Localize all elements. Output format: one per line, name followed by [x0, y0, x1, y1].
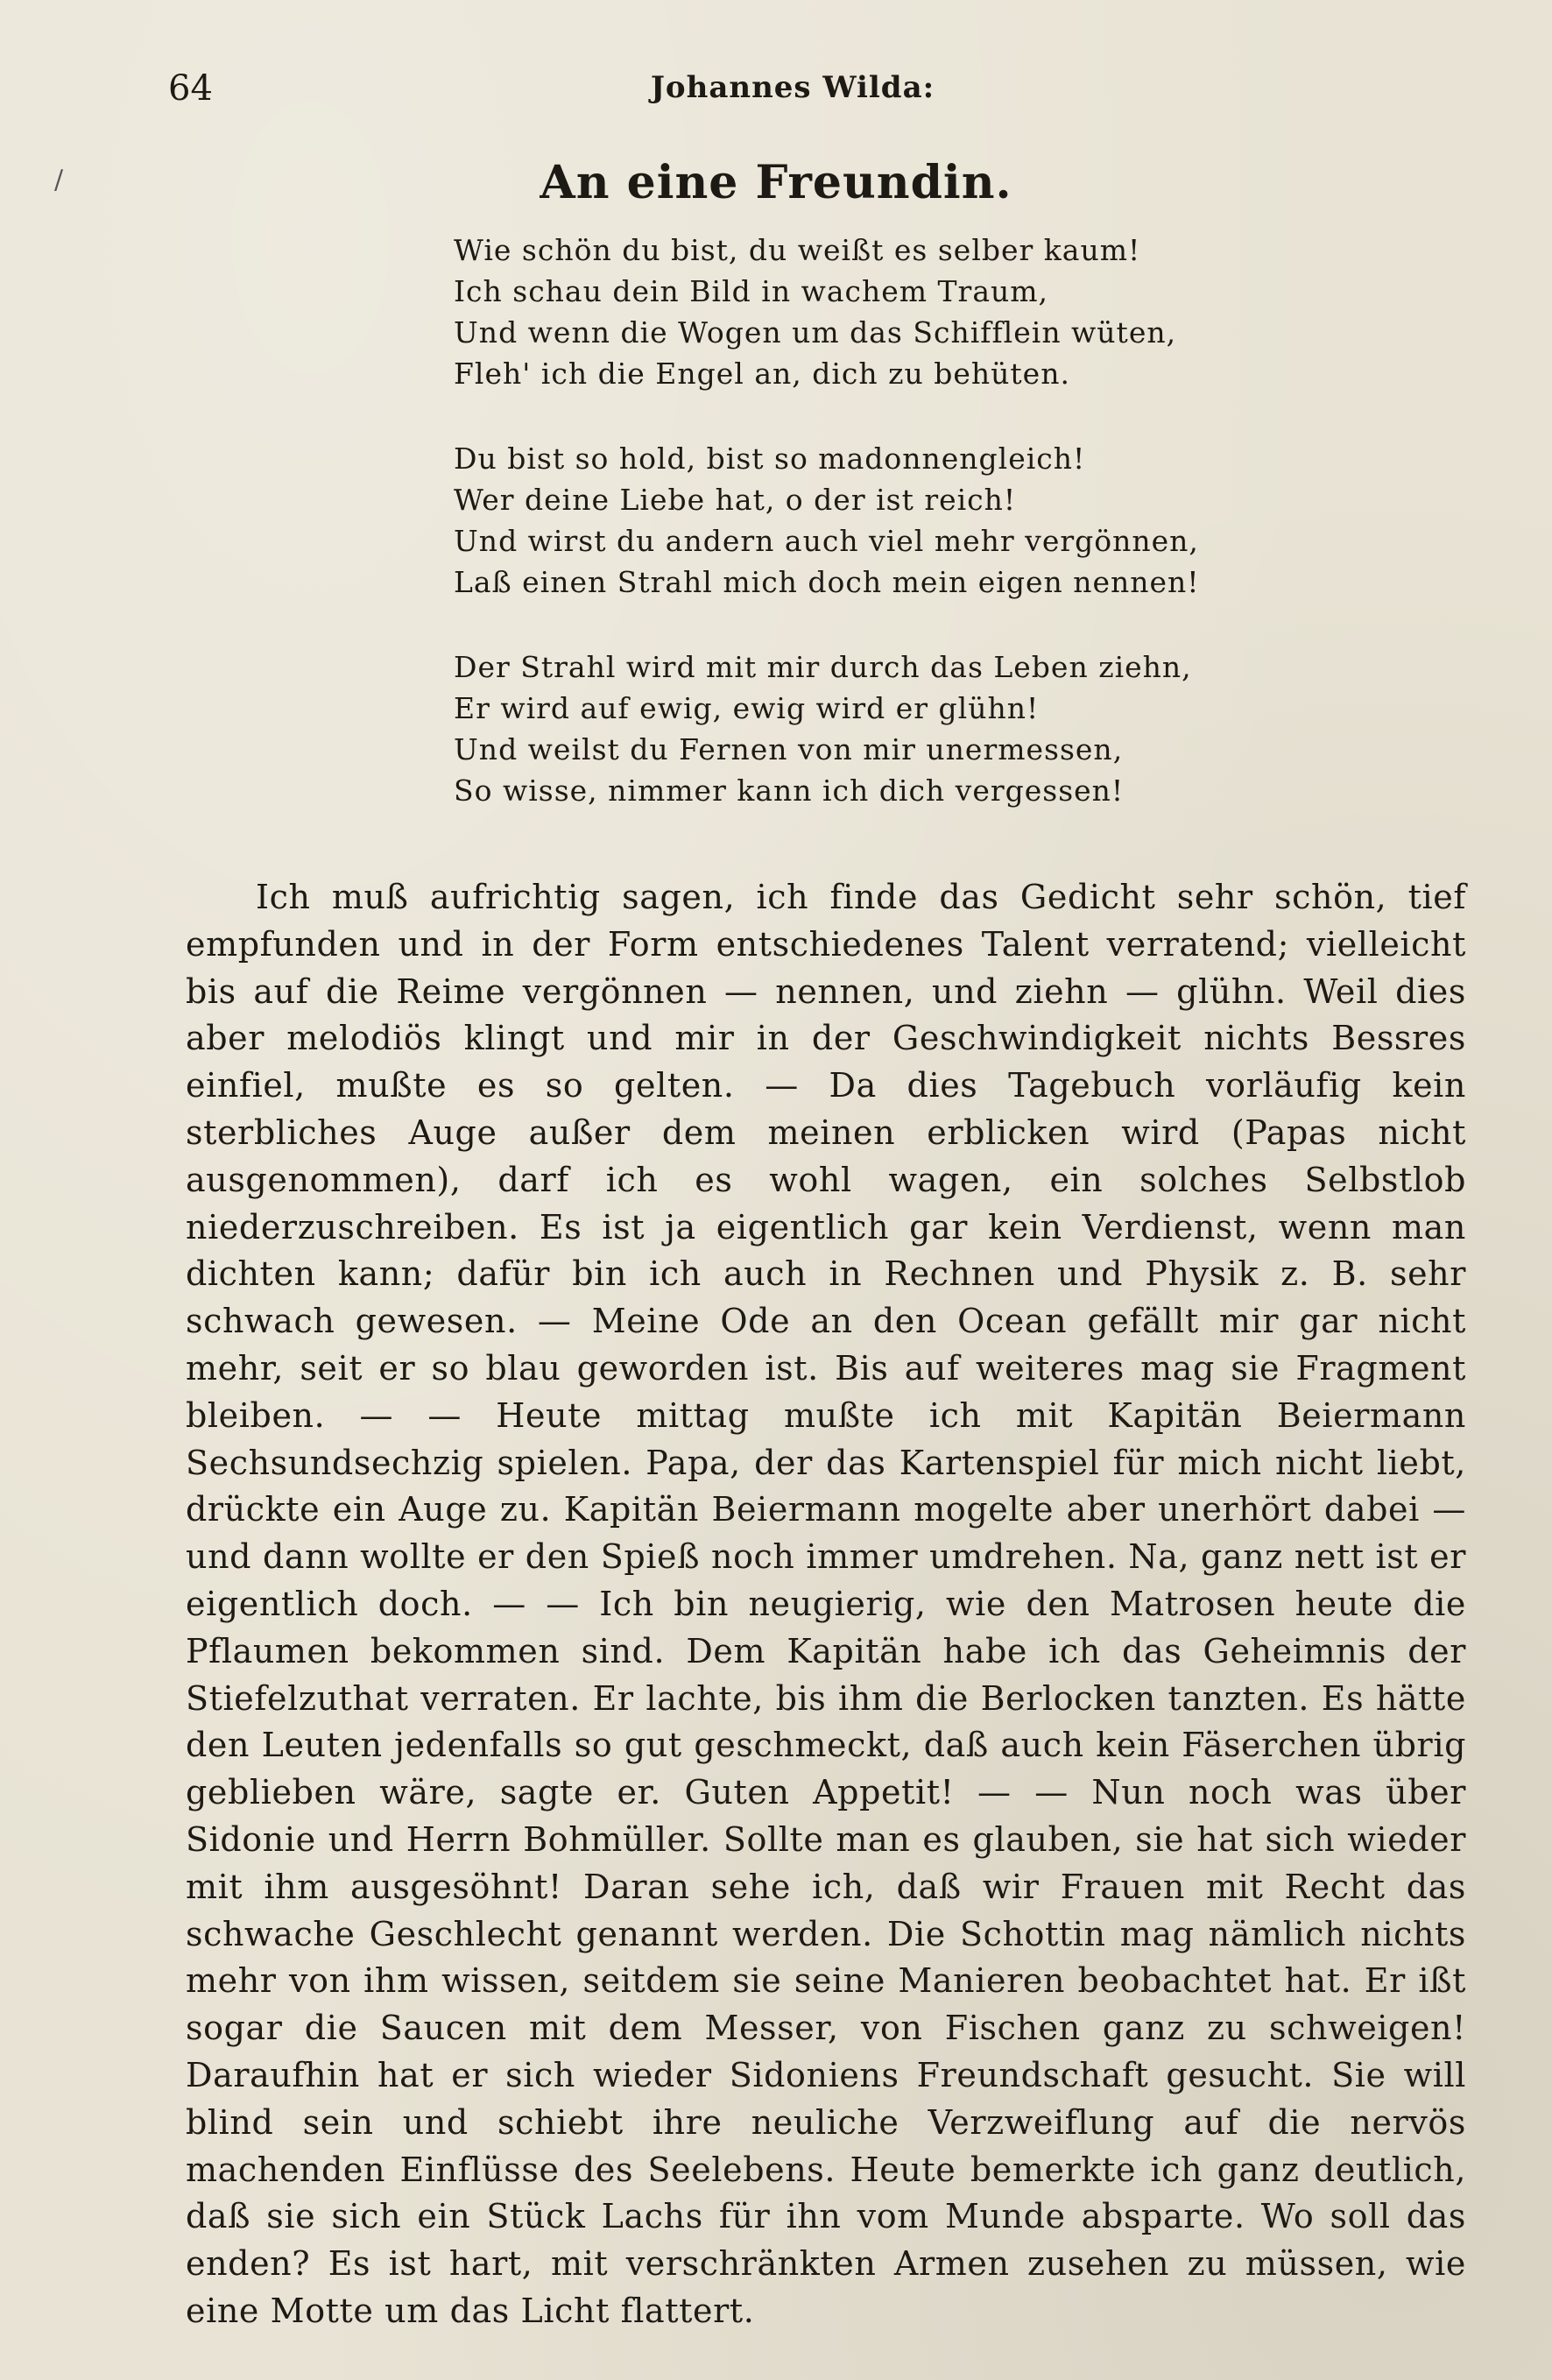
poem-line: Laß einen Strahl mich doch mein eigen nennen! [454, 565, 1200, 599]
poem-line: Fleh' ich die Engel an, dich zu behüten. [454, 357, 1070, 391]
page-number: 64 [168, 68, 213, 109]
poem-stanza-2 [454, 438, 1347, 603]
poem-line: Wer deine Liebe hat, o der ist reich! [454, 483, 1017, 517]
page-header [123, 68, 1463, 121]
poem-line: Und wenn die Wogen um das Schifflein wüten, [454, 315, 1177, 350]
poem-stanza-1 [454, 230, 1347, 394]
poem-line: Ich schau dein Bild in wachem Traum, [454, 274, 1049, 308]
poem-line: Und weilst du Fernen von mir unermessen, [454, 732, 1124, 766]
poem-stanza-3 [454, 646, 1347, 811]
poem-line: Du bist so hold, bist so madonnengleich! [454, 441, 1086, 476]
margin-pencil-mark: / [54, 165, 64, 195]
poem-line: Der Strahl wird mit mir durch das Leben ziehn, [454, 650, 1192, 684]
poem-line: Er wird auf ewig, ewig wird er glühn! [454, 691, 1040, 725]
poem-line: Wie schön du bist, du weißt es selber kaum! [454, 233, 1141, 267]
poem [454, 230, 1347, 855]
diary-paragraph: Ich muß aufrichtig sagen, ich finde das Gedicht sehr schön, tief empfunden und in der Form entschiedenes Talent verratend; vielleicht bis auf die Reime vergönnen — nennen, und ziehn — glühn. Weil dies aber melodiös klingt und mir in der Geschwindigkeit nichts Bessres einfiel, mußte es so gelten. — Da dies Tagebuch vorläufig kein sterbliches Auge außer dem meinen erblicken wird (Papas nicht ausgenommen), darf ich es wohl wagen, ein solches Selbstlob niederzuschreiben. Es ist ja eigentlich gar kein Verdienst, wenn man dichten kann; dafür bin ich auch in Rechnen und Physik z. B. sehr schwach gewesen. — Meine Ode an den Ocean gefällt mir gar nicht mehr, seit er so blau geworden ist. Bis auf weiteres mag sie Fragment bleiben. — — Heute mittag mußte ich mit Kapitän Beiermann Sechsundsechzig spielen. Papa, der das Kartenspiel für mich nicht liebt, drückte ein Auge zu. Kapitän Beiermann mogelte aber unerhört dabei — und dann wollte er den Spieß noch immer umdrehen. Na, ganz nett ist er eigentlich doch. — — Ich bin neugierig, wie den Matrosen heute die Pflaumen bekommen sind. Dem Kapitän habe ich das Geheimnis der Stiefelzuthat verraten. Er lachte, bis ihm die Berlocken tanzten. Es hätte den Leuten jedenfalls so gut geschmeckt, daß auch kein Fäserchen übrig geblieben wäre, sagte er. Guten Appetit! — — Nun noch was über Sidonie und Herrn Bohmüller. Sollte man es glauben, sie hat sich wieder mit ihm ausgesöhnt! Daran sehe ich, daß wir Frauen mit Recht das schwache Geschlecht genannt werden. Die Schottin mag nämlich nichts mehr von ihm wissen, seitdem sie seine Manieren beobachtet hat. Er ißt sogar die Saucen mit dem Messer, von Fischen ganz zu schweigen! Daraufhin hat er sich wieder Sidoniens Freundschaft gesucht. Sie will blind sein und schiebt ihre neuliche Verzweiflung auf die nervös machenden Einflüsse des Seelebens. Heute bemerkte ich ganz deutlich, daß sie sich ein Stück Lachs für ihn vom Munde absparte. Wo soll das enden? Es ist hart, mit verschränkten Armen zusehen zu müssen, wie eine Motte um das Licht flattert. [186, 878, 1466, 2330]
poem-title: An eine Freundin. [540, 156, 1012, 209]
poem-line: Und wirst du andern auch viel mehr vergönnen, [454, 524, 1199, 558]
poem-line: So wisse, nimmer kann ich dich vergessen! [454, 773, 1125, 808]
running-head: Johannes Wilda: [650, 70, 935, 105]
